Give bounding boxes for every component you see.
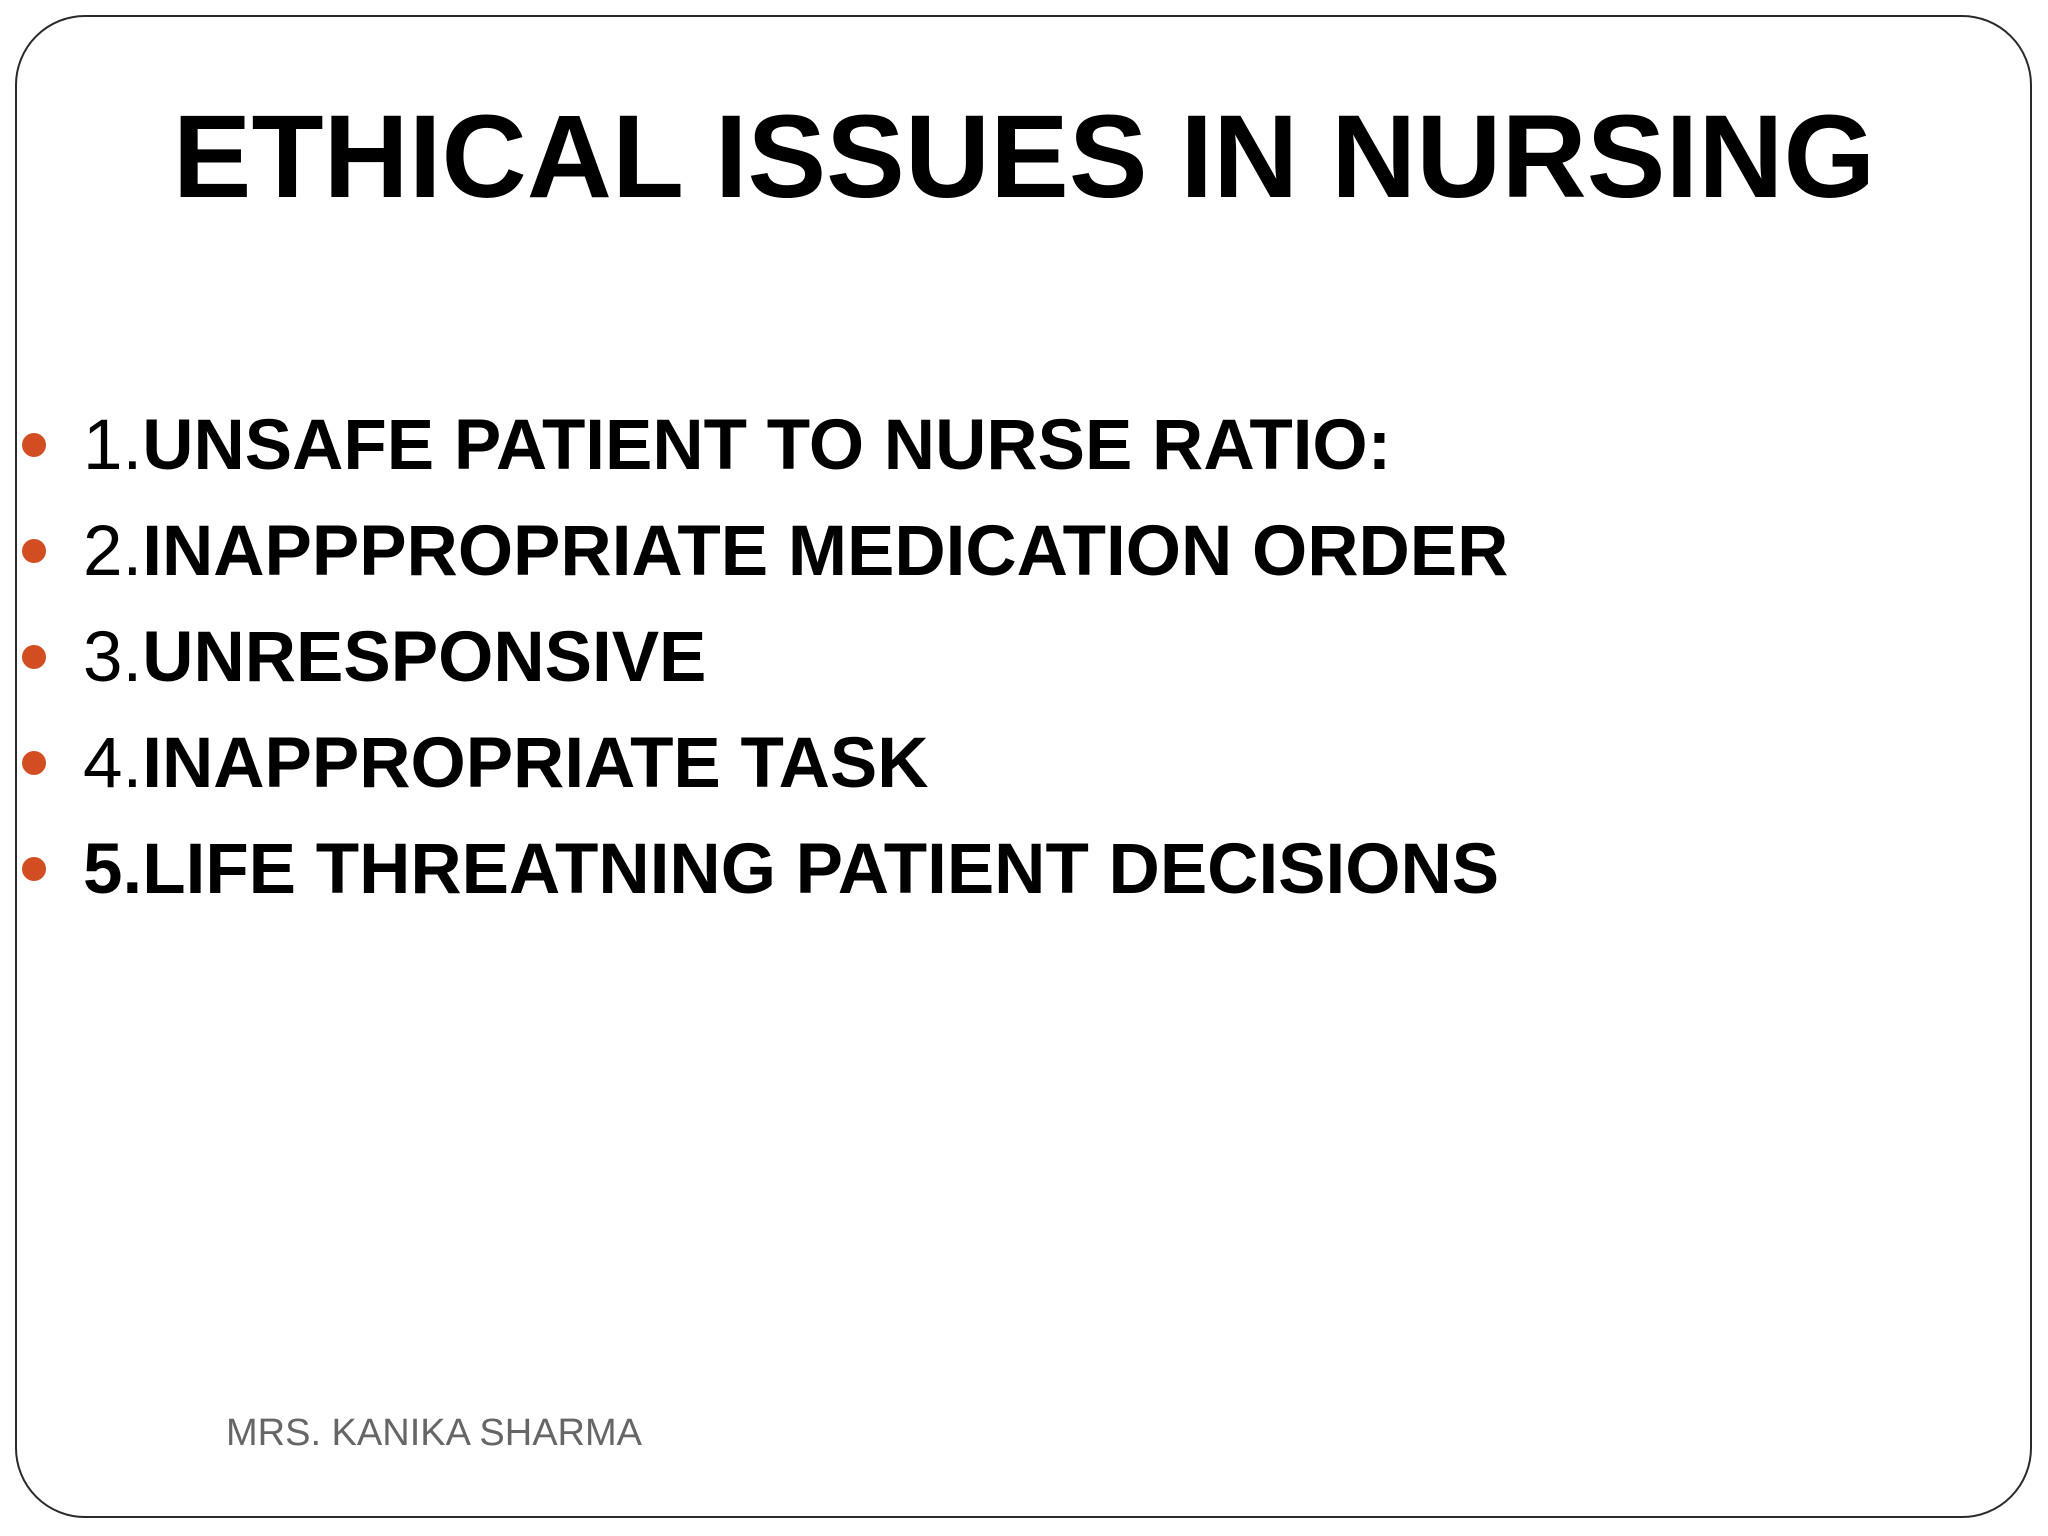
slide-title: ETHICAL ISSUES IN NURSING [172, 91, 1876, 223]
footer-author: MRS. KANIKA SHARMA [226, 1412, 642, 1454]
item-number: 5. [83, 829, 143, 909]
item-number: 3. [83, 617, 143, 697]
item-text: UNRESPONSIVE [142, 617, 707, 697]
item-text: LIFE THREATNING PATIENT DECISIONS [142, 829, 1500, 909]
list-item [22, 816, 1508, 922]
list-item [22, 392, 1508, 498]
item-number: 1. [83, 405, 143, 485]
bullet-dot-icon [22, 539, 46, 563]
item-number: 2. [83, 511, 143, 591]
bullet-dot-icon [22, 751, 46, 775]
item-number: 4. [83, 723, 143, 803]
item-text: INAPPPROPRIATE MEDICATION ORDER [142, 511, 1509, 591]
bullet-dot-icon [22, 857, 46, 881]
list-item [22, 498, 1508, 604]
bullet-dot-icon [22, 645, 46, 669]
list-item [22, 604, 1508, 710]
item-text: INAPPROPRIATE TASK [142, 723, 929, 803]
item-text: UNSAFE PATIENT TO NURSE RATIO: [142, 405, 1392, 485]
bullet-list [22, 392, 1508, 922]
list-item [22, 710, 1508, 816]
bullet-dot-icon [22, 433, 46, 457]
